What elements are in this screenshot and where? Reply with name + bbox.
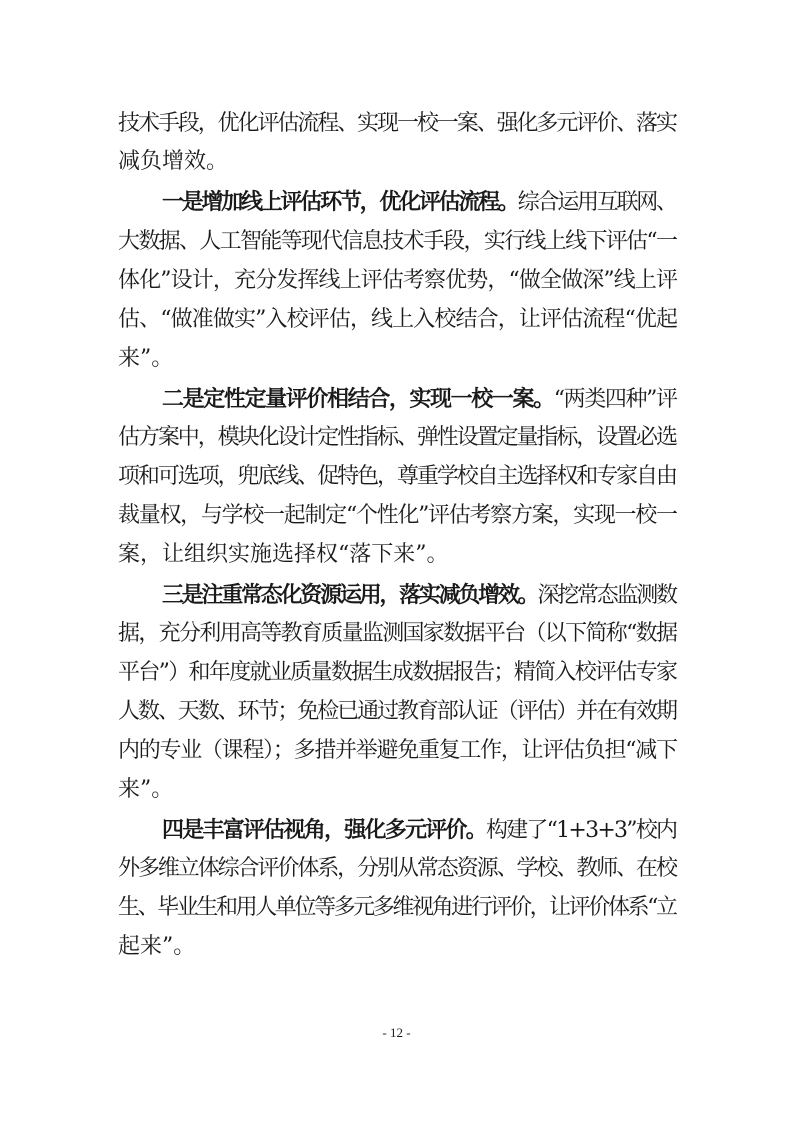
paragraph-4-line-4	[118, 930, 678, 964]
paragraph-3-line-5	[118, 734, 678, 768]
line-text: 综合运用互联网、	[517, 190, 676, 215]
paragraph-1-line-2	[118, 225, 678, 259]
paragraph-1-line-1	[162, 185, 678, 219]
paragraph-4-line-1	[162, 813, 678, 847]
paragraph-3-line-1	[162, 578, 678, 612]
paragraph-3-line-3	[118, 656, 678, 690]
paragraph-intro-line-2	[118, 145, 678, 179]
paragraph-4-line-2	[118, 852, 678, 886]
line-text: 据，充分利用高等教育质量监测国家数据平台（以下简称“数据	[118, 621, 677, 646]
paragraph-3-line-2	[118, 617, 678, 651]
line-text: 深挖常态监测数	[537, 583, 676, 608]
paragraph-1-line-4	[118, 303, 678, 337]
paragraph-3-line-4	[118, 695, 678, 729]
paragraph-4-line-3	[118, 891, 678, 925]
line-text: 案，让组织实施选择权“落下来”。	[118, 542, 449, 567]
paragraph-intro-line-1	[118, 107, 678, 141]
line-text: 估方案中，模块化设计定性指标、弹性设置定量指标，设置必选	[118, 425, 676, 450]
line-text: 构建了“1+3+3”校内	[485, 818, 677, 843]
paragraph-1-heading: 一是增加线上评估环节，优化评估流程。	[162, 189, 518, 215]
paragraph-1-line-5	[118, 342, 678, 376]
paragraph-4-heading: 四是丰富评估视角，强化多元评价。	[162, 817, 486, 843]
page-number: - 12 -	[382, 1025, 411, 1040]
line-text: 估、“做准做实”入校评估，线上入校结合，让评估流程“优起	[118, 307, 678, 332]
line-text: 项和可选项，兜底线、促特色，尊重学校自主选择权和专家自由	[118, 464, 676, 489]
line-text: 人数、天数、环节；免检已通过教育部认证（评估）并在有效期	[118, 699, 676, 724]
paragraph-2-heading: 二是定性定量评价相结合，实现一校一案。	[162, 386, 554, 412]
line-text: 起来”。	[118, 934, 196, 959]
line-text: 大数据、人工智能等现代信息技术手段，实行线上线下评估“一	[118, 229, 677, 254]
paragraph-2-line-5	[118, 538, 678, 572]
paragraph-3-line-6	[118, 773, 678, 807]
line-text: 来”。	[118, 777, 174, 802]
paragraph-2-line-2	[118, 421, 678, 455]
paragraph-2-line-1	[162, 382, 678, 416]
line-text: 技术手段，优化评估流程、实现一校一案、强化多元评价、落实	[118, 111, 676, 136]
line-text: 体化”设计，充分发挥线上评估考察优势，“做全做深”线上评	[118, 268, 678, 293]
line-text: 平台”）和年度就业质量数据生成数据报告；精简入校评估专家	[118, 660, 677, 685]
line-text: 外多维立体综合评价体系，分别从常态资源、学校、教师、在校	[118, 856, 676, 881]
paragraph-2-line-3	[118, 460, 678, 494]
line-text: 裁量权，与学校一起制定“个性化”评估考察方案，实现一校一	[118, 503, 677, 528]
line-text: 来”。	[118, 346, 174, 371]
paragraph-2-line-4	[118, 499, 678, 533]
paragraph-1-line-3	[118, 264, 678, 298]
line-text: 减负增效。	[118, 149, 229, 174]
line-text: 生、毕业生和用人单位等多元多维视角进行评价，让评价体系“立	[118, 895, 676, 920]
paragraph-3-heading: 三是注重常态化资源运用，落实减负增效。	[162, 582, 538, 608]
line-text: 内的专业（课程）；多措并举避免重复工作，让评估负担“减下	[118, 738, 677, 763]
line-text: “两类四种”评	[553, 387, 677, 412]
